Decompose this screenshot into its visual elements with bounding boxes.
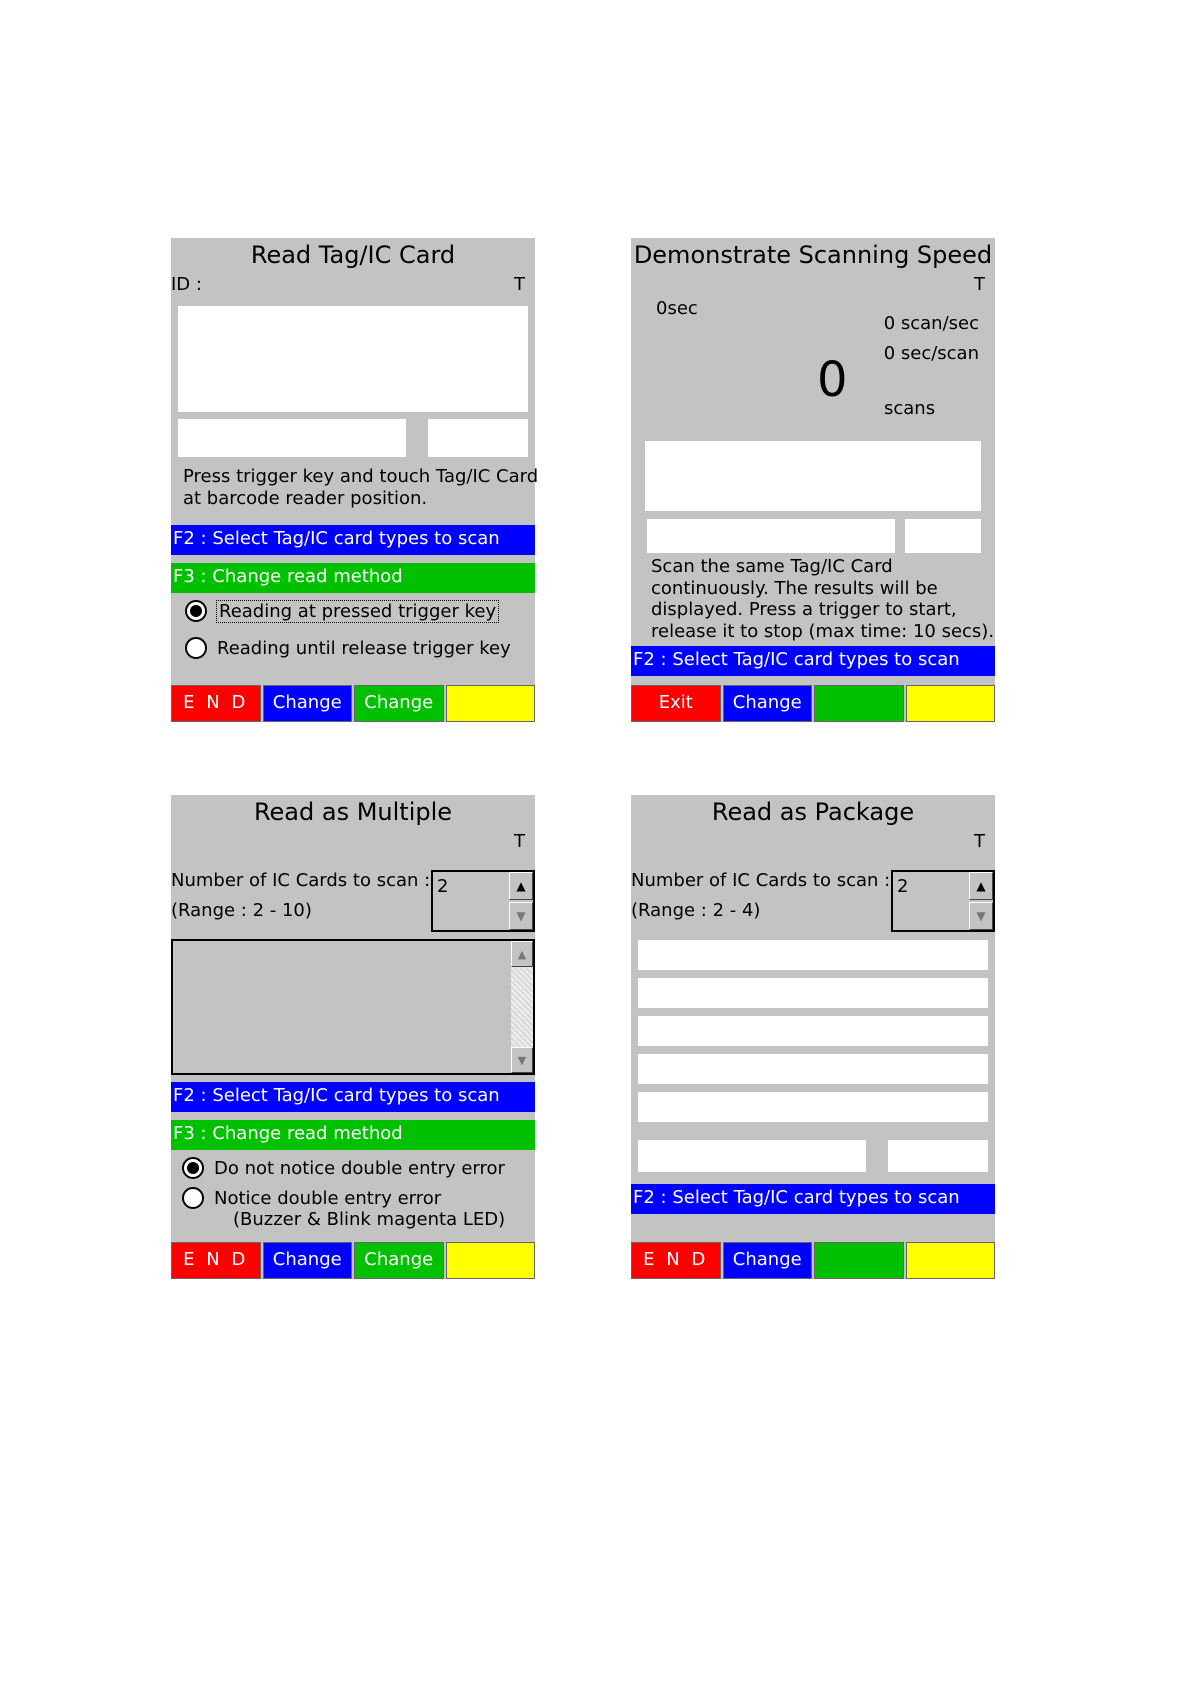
change-types-button[interactable]: Change xyxy=(263,685,353,722)
description-line-3: displayed. Press a trigger to start, xyxy=(651,599,957,620)
radio-notice-double-entry[interactable] xyxy=(182,1187,441,1209)
data-field xyxy=(647,519,895,553)
f3-change-method-bar[interactable]: F3 : Change read method xyxy=(171,1120,535,1150)
yellow-function-button[interactable] xyxy=(906,685,996,722)
screen-read-as-multiple xyxy=(171,795,535,1279)
instruction-line-1: Press trigger key and touch Tag/IC Card xyxy=(183,466,539,487)
data-field xyxy=(178,419,406,457)
end-button[interactable]: E N D xyxy=(171,685,261,722)
cards-count-label: Number of IC Cards to scan : xyxy=(631,870,891,891)
results-listbox[interactable] xyxy=(171,939,535,1075)
radio-reading-at-pressed[interactable] xyxy=(185,600,498,622)
screen-read-tag-ic-card xyxy=(171,238,539,722)
card-slot-3 xyxy=(638,1016,988,1046)
scan-rate: 0 scan/sec xyxy=(883,313,979,334)
radio-label: Reading at pressed trigger key xyxy=(219,600,497,622)
change-types-button[interactable]: Change xyxy=(263,1242,353,1279)
screen-title: Read as Package xyxy=(711,798,915,826)
range-label: (Range : 2 - 4) xyxy=(631,900,761,921)
t-indicator: T xyxy=(514,831,525,852)
radio-button-selected[interactable] xyxy=(182,1157,204,1179)
green-function-button[interactable] xyxy=(814,685,904,722)
change-types-button[interactable]: Change xyxy=(723,1242,813,1279)
scroll-up-arrow-icon[interactable]: ▲ xyxy=(511,941,533,967)
result-display-box xyxy=(645,441,981,511)
yellow-function-button[interactable] xyxy=(446,1242,536,1279)
radio-label: Notice double entry error xyxy=(214,1187,442,1209)
card-slot-4 xyxy=(638,1054,988,1084)
function-button-row xyxy=(171,1242,535,1279)
screen-read-as-package xyxy=(631,795,995,1279)
screen-title: Read as Multiple xyxy=(253,798,453,826)
radio-button[interactable] xyxy=(182,1187,204,1209)
data-field xyxy=(638,1140,866,1172)
radio-reading-until-release[interactable] xyxy=(185,637,511,659)
green-function-button[interactable] xyxy=(814,1242,904,1279)
radio-button-selected[interactable] xyxy=(185,600,207,622)
description-line-1: Scan the same Tag/IC Card xyxy=(651,556,893,577)
radio-sub-label: (Buzzer & Blink magenta LED) xyxy=(233,1209,506,1230)
spin-down-arrow-icon[interactable]: ▼ xyxy=(509,902,533,930)
card-count-spinner[interactable] xyxy=(891,870,995,932)
f2-select-types-bar[interactable]: F2 : Select Tag/IC card types to scan xyxy=(631,1184,995,1214)
range-label: (Range : 2 - 10) xyxy=(171,900,312,921)
radio-label: Reading until release trigger key xyxy=(217,637,511,659)
description-line-4: release it to stop (max time: 10 secs). xyxy=(651,621,995,642)
card-count-spinner[interactable] xyxy=(431,870,535,932)
f3-change-method-bar[interactable]: F3 : Change read method xyxy=(171,563,535,593)
change-types-button[interactable]: Change xyxy=(723,685,813,722)
radio-no-double-entry-notice[interactable] xyxy=(182,1157,505,1179)
spin-up-arrow-icon[interactable]: ▲ xyxy=(969,872,993,900)
t-indicator: T xyxy=(974,274,985,295)
instruction-line-2: at barcode reader position. xyxy=(183,488,428,509)
yellow-function-button[interactable] xyxy=(446,685,536,722)
card-slot-1 xyxy=(638,940,988,970)
change-method-button[interactable]: Change xyxy=(354,685,444,722)
id-display-box xyxy=(178,306,528,412)
spin-up-arrow-icon[interactable]: ▲ xyxy=(509,872,533,900)
f2-select-types-bar[interactable]: F2 : Select Tag/IC card types to scan xyxy=(171,1082,535,1112)
elapsed-time: 0sec xyxy=(656,298,698,319)
screen-title: Read Tag/IC Card xyxy=(250,241,456,269)
exit-button[interactable]: Exit xyxy=(631,685,721,722)
screen-title: Demonstrate Scanning Speed xyxy=(633,241,993,269)
function-button-row xyxy=(631,1242,995,1279)
function-button-row xyxy=(631,685,995,722)
f2-select-types-bar[interactable]: F2 : Select Tag/IC card types to scan xyxy=(631,646,995,676)
scan-count-unit: scans xyxy=(884,398,936,419)
spinner-value: 2 xyxy=(897,876,909,897)
type-field xyxy=(888,1140,988,1172)
spinner-value: 2 xyxy=(437,876,449,897)
function-button-row xyxy=(171,685,535,722)
radio-label: Do not notice double entry error xyxy=(214,1157,505,1179)
radio-button[interactable] xyxy=(185,637,207,659)
type-field xyxy=(428,419,528,457)
id-label: ID : xyxy=(171,274,202,295)
t-indicator: T xyxy=(514,274,525,295)
scroll-down-arrow-icon[interactable]: ▼ xyxy=(511,1047,533,1073)
card-slot-5 xyxy=(638,1092,988,1122)
f2-select-types-bar[interactable]: F2 : Select Tag/IC card types to scan xyxy=(171,525,535,555)
vertical-scrollbar[interactable] xyxy=(511,941,533,1073)
description-line-2: continuously. The results will be xyxy=(651,578,938,599)
card-slot-2 xyxy=(638,978,988,1008)
t-indicator: T xyxy=(974,831,985,852)
spin-down-arrow-icon[interactable]: ▼ xyxy=(969,902,993,930)
yellow-function-button[interactable] xyxy=(906,1242,996,1279)
screen-demonstrate-scanning-speed xyxy=(631,238,995,722)
scan-count: 0 xyxy=(817,352,848,408)
change-method-button[interactable]: Change xyxy=(354,1242,444,1279)
end-button[interactable]: E N D xyxy=(171,1242,261,1279)
end-button[interactable]: E N D xyxy=(631,1242,721,1279)
seconds-per-scan: 0 sec/scan xyxy=(883,343,979,364)
cards-count-label: Number of IC Cards to scan : xyxy=(171,870,431,891)
type-field xyxy=(905,519,981,553)
